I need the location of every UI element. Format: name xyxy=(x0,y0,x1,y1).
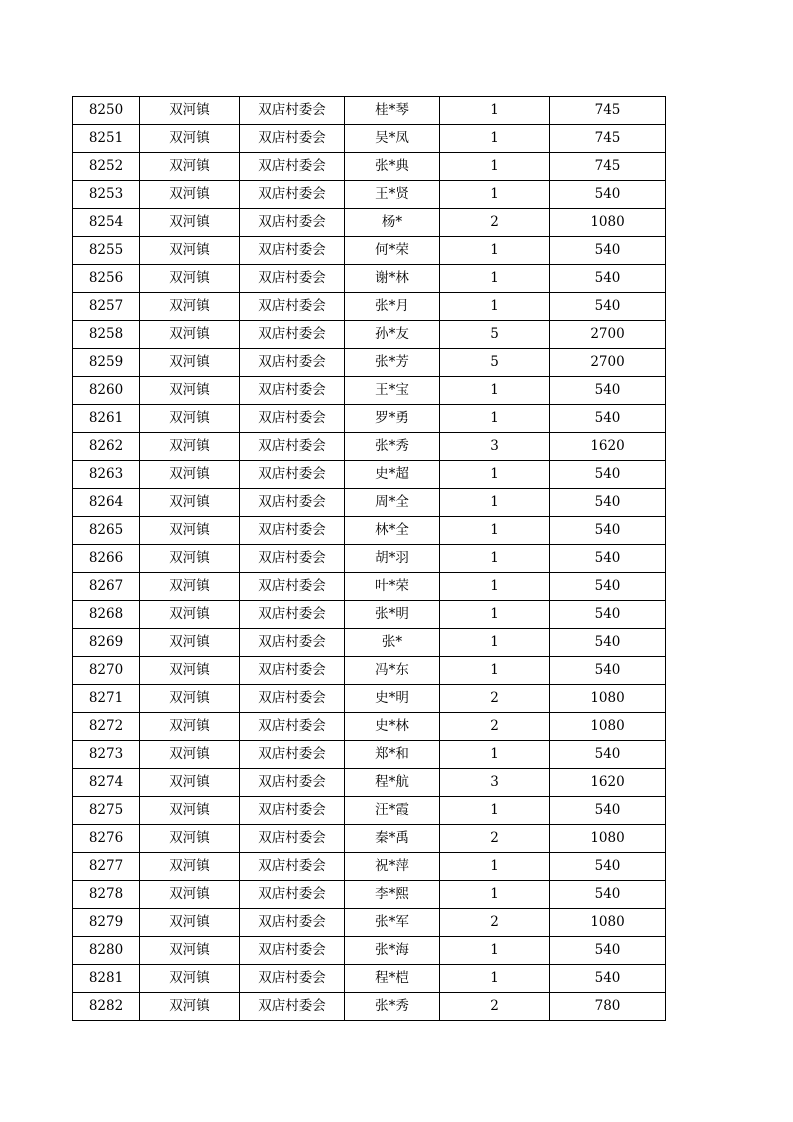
table-row xyxy=(73,657,666,685)
row-number-cell: 8277 xyxy=(73,853,140,881)
name-cell: 张*芳 xyxy=(345,349,440,377)
town-cell: 双河镇 xyxy=(140,125,240,153)
town-cell: 双河镇 xyxy=(140,881,240,909)
table-row xyxy=(73,265,666,293)
village-committee-cell: 双店村委会 xyxy=(240,517,345,545)
village-committee-cell: 双店村委会 xyxy=(240,349,345,377)
row-number-cell: 8253 xyxy=(73,181,140,209)
name-cell: 史*明 xyxy=(345,685,440,713)
count-cell: 2 xyxy=(440,713,550,741)
count-cell: 1 xyxy=(440,853,550,881)
table-row xyxy=(73,713,666,741)
table-row xyxy=(73,937,666,965)
name-cell: 史*超 xyxy=(345,461,440,489)
town-cell: 双河镇 xyxy=(140,293,240,321)
table-row xyxy=(73,965,666,993)
village-committee-cell: 双店村委会 xyxy=(240,601,345,629)
town-cell: 双河镇 xyxy=(140,713,240,741)
row-number-cell: 8281 xyxy=(73,965,140,993)
row-number-cell: 8260 xyxy=(73,377,140,405)
town-cell: 双河镇 xyxy=(140,937,240,965)
table-row xyxy=(73,489,666,517)
table-row xyxy=(73,573,666,601)
row-number-cell: 8270 xyxy=(73,657,140,685)
name-cell: 张* xyxy=(345,629,440,657)
name-cell: 张*明 xyxy=(345,601,440,629)
town-cell: 双河镇 xyxy=(140,153,240,181)
table-row xyxy=(73,181,666,209)
town-cell: 双河镇 xyxy=(140,97,240,125)
village-committee-cell: 双店村委会 xyxy=(240,545,345,573)
amount-cell: 780 xyxy=(550,993,666,1021)
town-cell: 双河镇 xyxy=(140,573,240,601)
amount-cell: 540 xyxy=(550,265,666,293)
row-number-cell: 8254 xyxy=(73,209,140,237)
count-cell: 1 xyxy=(440,517,550,545)
table-row xyxy=(73,461,666,489)
amount-cell: 540 xyxy=(550,741,666,769)
town-cell: 双河镇 xyxy=(140,433,240,461)
table-row xyxy=(73,881,666,909)
village-committee-cell: 双店村委会 xyxy=(240,965,345,993)
count-cell: 1 xyxy=(440,405,550,433)
amount-cell: 745 xyxy=(550,97,666,125)
amount-cell: 540 xyxy=(550,377,666,405)
row-number-cell: 8256 xyxy=(73,265,140,293)
amount-cell: 540 xyxy=(550,853,666,881)
row-number-cell: 8273 xyxy=(73,741,140,769)
name-cell: 孙*友 xyxy=(345,321,440,349)
town-cell: 双河镇 xyxy=(140,965,240,993)
count-cell: 1 xyxy=(440,629,550,657)
amount-cell: 2700 xyxy=(550,321,666,349)
name-cell: 祝*萍 xyxy=(345,853,440,881)
table-row xyxy=(73,433,666,461)
village-committee-cell: 双店村委会 xyxy=(240,293,345,321)
amount-cell: 540 xyxy=(550,629,666,657)
name-cell: 张*秀 xyxy=(345,993,440,1021)
table-row xyxy=(73,97,666,125)
village-committee-cell: 双店村委会 xyxy=(240,489,345,517)
name-cell: 桂*琴 xyxy=(345,97,440,125)
table-row xyxy=(73,629,666,657)
count-cell: 3 xyxy=(440,769,550,797)
amount-cell: 540 xyxy=(550,797,666,825)
town-cell: 双河镇 xyxy=(140,321,240,349)
row-number-cell: 8275 xyxy=(73,797,140,825)
table-row xyxy=(73,853,666,881)
name-cell: 程*航 xyxy=(345,769,440,797)
village-committee-cell: 双店村委会 xyxy=(240,237,345,265)
count-cell: 1 xyxy=(440,573,550,601)
name-cell: 冯*东 xyxy=(345,657,440,685)
village-committee-cell: 双店村委会 xyxy=(240,573,345,601)
village-committee-cell: 双店村委会 xyxy=(240,209,345,237)
row-number-cell: 8269 xyxy=(73,629,140,657)
table-row xyxy=(73,349,666,377)
row-number-cell: 8250 xyxy=(73,97,140,125)
name-cell: 郑*和 xyxy=(345,741,440,769)
table-row xyxy=(73,993,666,1021)
village-committee-cell: 双店村委会 xyxy=(240,741,345,769)
table-row xyxy=(73,209,666,237)
count-cell: 1 xyxy=(440,125,550,153)
town-cell: 双河镇 xyxy=(140,601,240,629)
count-cell: 2 xyxy=(440,825,550,853)
village-committee-cell: 双店村委会 xyxy=(240,769,345,797)
name-cell: 李*熙 xyxy=(345,881,440,909)
town-cell: 双河镇 xyxy=(140,181,240,209)
table-row xyxy=(73,741,666,769)
town-cell: 双河镇 xyxy=(140,685,240,713)
count-cell: 1 xyxy=(440,461,550,489)
name-cell: 何*荣 xyxy=(345,237,440,265)
amount-cell: 540 xyxy=(550,573,666,601)
table-row xyxy=(73,909,666,937)
row-number-cell: 8263 xyxy=(73,461,140,489)
count-cell: 3 xyxy=(440,433,550,461)
amount-cell: 540 xyxy=(550,545,666,573)
row-number-cell: 8279 xyxy=(73,909,140,937)
village-committee-cell: 双店村委会 xyxy=(240,405,345,433)
name-cell: 张*秀 xyxy=(345,433,440,461)
count-cell: 2 xyxy=(440,209,550,237)
town-cell: 双河镇 xyxy=(140,349,240,377)
row-number-cell: 8262 xyxy=(73,433,140,461)
count-cell: 1 xyxy=(440,797,550,825)
row-number-cell: 8258 xyxy=(73,321,140,349)
table-row xyxy=(73,321,666,349)
town-cell: 双河镇 xyxy=(140,909,240,937)
row-number-cell: 8282 xyxy=(73,993,140,1021)
row-number-cell: 8261 xyxy=(73,405,140,433)
village-committee-cell: 双店村委会 xyxy=(240,321,345,349)
table-row xyxy=(73,825,666,853)
count-cell: 1 xyxy=(440,881,550,909)
table-row xyxy=(73,601,666,629)
table-row xyxy=(73,769,666,797)
amount-cell: 745 xyxy=(550,153,666,181)
village-committee-cell: 双店村委会 xyxy=(240,685,345,713)
count-cell: 1 xyxy=(440,489,550,517)
town-cell: 双河镇 xyxy=(140,489,240,517)
town-cell: 双河镇 xyxy=(140,517,240,545)
town-cell: 双河镇 xyxy=(140,741,240,769)
village-committee-cell: 双店村委会 xyxy=(240,797,345,825)
amount-cell: 540 xyxy=(550,489,666,517)
count-cell: 1 xyxy=(440,97,550,125)
count-cell: 2 xyxy=(440,909,550,937)
amount-cell: 1080 xyxy=(550,685,666,713)
name-cell: 史*林 xyxy=(345,713,440,741)
count-cell: 1 xyxy=(440,265,550,293)
name-cell: 张*军 xyxy=(345,909,440,937)
name-cell: 谢*林 xyxy=(345,265,440,293)
amount-cell: 540 xyxy=(550,937,666,965)
row-number-cell: 8267 xyxy=(73,573,140,601)
table-row xyxy=(73,125,666,153)
name-cell: 周*全 xyxy=(345,489,440,517)
village-committee-cell: 双店村委会 xyxy=(240,461,345,489)
name-cell: 吴*凤 xyxy=(345,125,440,153)
village-committee-cell: 双店村委会 xyxy=(240,713,345,741)
name-cell: 林*全 xyxy=(345,517,440,545)
village-committee-cell: 双店村委会 xyxy=(240,657,345,685)
name-cell: 张*海 xyxy=(345,937,440,965)
name-cell: 王*贤 xyxy=(345,181,440,209)
amount-cell: 1080 xyxy=(550,209,666,237)
amount-cell: 745 xyxy=(550,125,666,153)
amount-cell: 540 xyxy=(550,461,666,489)
village-committee-cell: 双店村委会 xyxy=(240,853,345,881)
count-cell: 1 xyxy=(440,937,550,965)
amount-cell: 1080 xyxy=(550,909,666,937)
table-row xyxy=(73,405,666,433)
row-number-cell: 8252 xyxy=(73,153,140,181)
town-cell: 双河镇 xyxy=(140,853,240,881)
table-row xyxy=(73,153,666,181)
amount-cell: 1620 xyxy=(550,433,666,461)
village-committee-cell: 双店村委会 xyxy=(240,881,345,909)
town-cell: 双河镇 xyxy=(140,545,240,573)
table-row xyxy=(73,797,666,825)
row-number-cell: 8276 xyxy=(73,825,140,853)
count-cell: 5 xyxy=(440,321,550,349)
amount-cell: 1080 xyxy=(550,825,666,853)
village-committee-cell: 双店村委会 xyxy=(240,909,345,937)
amount-cell: 540 xyxy=(550,405,666,433)
town-cell: 双河镇 xyxy=(140,797,240,825)
table-row xyxy=(73,237,666,265)
row-number-cell: 8278 xyxy=(73,881,140,909)
village-committee-cell: 双店村委会 xyxy=(240,937,345,965)
row-number-cell: 8266 xyxy=(73,545,140,573)
table-row xyxy=(73,517,666,545)
amount-cell: 1620 xyxy=(550,769,666,797)
count-cell: 1 xyxy=(440,237,550,265)
amount-cell: 540 xyxy=(550,965,666,993)
count-cell: 5 xyxy=(440,349,550,377)
row-number-cell: 8255 xyxy=(73,237,140,265)
row-number-cell: 8264 xyxy=(73,489,140,517)
name-cell: 秦*禹 xyxy=(345,825,440,853)
count-cell: 2 xyxy=(440,685,550,713)
amount-cell: 540 xyxy=(550,601,666,629)
data-table xyxy=(72,96,666,1021)
row-number-cell: 8271 xyxy=(73,685,140,713)
table-row xyxy=(73,377,666,405)
amount-cell: 540 xyxy=(550,293,666,321)
amount-cell: 2700 xyxy=(550,349,666,377)
village-committee-cell: 双店村委会 xyxy=(240,125,345,153)
village-committee-cell: 双店村委会 xyxy=(240,825,345,853)
town-cell: 双河镇 xyxy=(140,629,240,657)
count-cell: 2 xyxy=(440,993,550,1021)
name-cell: 杨* xyxy=(345,209,440,237)
count-cell: 1 xyxy=(440,965,550,993)
town-cell: 双河镇 xyxy=(140,769,240,797)
table-row xyxy=(73,685,666,713)
count-cell: 1 xyxy=(440,545,550,573)
name-cell: 张*月 xyxy=(345,293,440,321)
count-cell: 1 xyxy=(440,601,550,629)
amount-cell: 540 xyxy=(550,181,666,209)
village-committee-cell: 双店村委会 xyxy=(240,377,345,405)
name-cell: 张*典 xyxy=(345,153,440,181)
town-cell: 双河镇 xyxy=(140,405,240,433)
amount-cell: 540 xyxy=(550,237,666,265)
village-committee-cell: 双店村委会 xyxy=(240,97,345,125)
amount-cell: 540 xyxy=(550,517,666,545)
amount-cell: 540 xyxy=(550,881,666,909)
table-row xyxy=(73,293,666,321)
town-cell: 双河镇 xyxy=(140,993,240,1021)
row-number-cell: 8274 xyxy=(73,769,140,797)
name-cell: 罗*勇 xyxy=(345,405,440,433)
count-cell: 1 xyxy=(440,741,550,769)
village-committee-cell: 双店村委会 xyxy=(240,153,345,181)
row-number-cell: 8259 xyxy=(73,349,140,377)
row-number-cell: 8257 xyxy=(73,293,140,321)
row-number-cell: 8251 xyxy=(73,125,140,153)
village-committee-cell: 双店村委会 xyxy=(240,265,345,293)
town-cell: 双河镇 xyxy=(140,461,240,489)
count-cell: 1 xyxy=(440,153,550,181)
name-cell: 叶*荣 xyxy=(345,573,440,601)
town-cell: 双河镇 xyxy=(140,377,240,405)
village-committee-cell: 双店村委会 xyxy=(240,433,345,461)
count-cell: 1 xyxy=(440,181,550,209)
row-number-cell: 8268 xyxy=(73,601,140,629)
count-cell: 1 xyxy=(440,377,550,405)
amount-cell: 1080 xyxy=(550,713,666,741)
town-cell: 双河镇 xyxy=(140,265,240,293)
name-cell: 王*宝 xyxy=(345,377,440,405)
name-cell: 胡*羽 xyxy=(345,545,440,573)
row-number-cell: 8272 xyxy=(73,713,140,741)
town-cell: 双河镇 xyxy=(140,657,240,685)
count-cell: 1 xyxy=(440,293,550,321)
village-committee-cell: 双店村委会 xyxy=(240,629,345,657)
village-committee-cell: 双店村委会 xyxy=(240,181,345,209)
count-cell: 1 xyxy=(440,657,550,685)
table-body xyxy=(73,97,666,1021)
row-number-cell: 8280 xyxy=(73,937,140,965)
table-row xyxy=(73,545,666,573)
row-number-cell: 8265 xyxy=(73,517,140,545)
name-cell: 程*桤 xyxy=(345,965,440,993)
town-cell: 双河镇 xyxy=(140,237,240,265)
village-committee-cell: 双店村委会 xyxy=(240,993,345,1021)
name-cell: 汪*霞 xyxy=(345,797,440,825)
town-cell: 双河镇 xyxy=(140,209,240,237)
amount-cell: 540 xyxy=(550,657,666,685)
town-cell: 双河镇 xyxy=(140,825,240,853)
